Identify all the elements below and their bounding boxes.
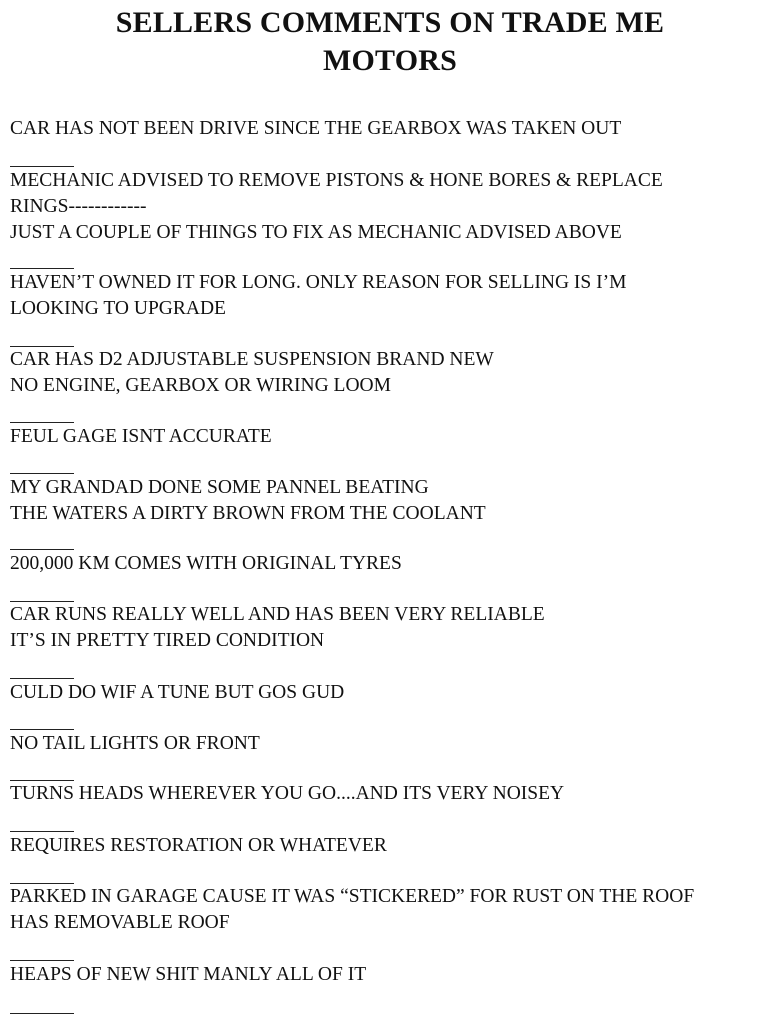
separator-rule — [10, 780, 74, 781]
comment-entry — [10, 781, 780, 807]
comment-entry — [10, 347, 780, 399]
page-title-line-1: SELLERS COMMENTS ON TRADE ME — [115, 6, 665, 39]
comment-line: CAR HAS NOT BEEN DRIVE SINCE THE GEARBOX WAS TAKEN OUT — [10, 118, 622, 139]
comment-line: 200,000 KM COMES WITH ORIGINAL TYRES — [10, 553, 402, 574]
comment-line: HEAPS OF NEW SHIT MANLY ALL OF IT — [10, 964, 367, 985]
comment-line: NO ENGINE, GEARBOX OR WIRING LOOM — [10, 375, 391, 396]
separator-rule — [10, 601, 74, 602]
comment-entry — [10, 731, 780, 757]
separator-rule — [10, 473, 74, 474]
comment-entry — [10, 475, 780, 527]
comment-line: FEUL GAGE ISNT ACCURATE — [10, 426, 272, 447]
page-title-line-2: MOTORS — [322, 44, 457, 77]
separator-rule — [10, 883, 74, 884]
separator-rule — [10, 549, 74, 550]
comment-line: THE WATERS A DIRTY BROWN FROM THE COOLANT — [10, 503, 486, 524]
comment-entry — [10, 424, 780, 450]
comment-entry — [10, 884, 780, 936]
comment-line: IT’S IN PRETTY TIRED CONDITION — [10, 630, 325, 651]
comment-line: RINGS------------ — [10, 196, 147, 217]
comment-entry — [10, 270, 780, 322]
separator-rule — [10, 678, 74, 679]
comment-entry — [10, 551, 780, 577]
comment-line: CAR HAS D2 ADJUSTABLE SUSPENSION BRAND NEW — [10, 349, 494, 370]
comment-entry — [10, 680, 780, 706]
comment-entry — [10, 168, 780, 246]
separator-rule — [10, 268, 74, 269]
comment-line: PARKED IN GARAGE CAUSE IT WAS “STICKERED” FOR RUST ON THE ROOF — [10, 886, 695, 907]
comment-line: MY GRANDAD DONE SOME PANNEL BEATING — [10, 477, 429, 498]
comment-entry — [10, 962, 780, 988]
separator-rule — [10, 960, 74, 961]
separator-rule — [10, 166, 74, 167]
comment-entry — [10, 116, 780, 142]
separator-rule — [10, 831, 74, 832]
comment-line: MECHANIC ADVISED TO REMOVE PISTONS & HONE BORES & REPLACE — [10, 170, 663, 191]
comment-line: REQUIRES RESTORATION OR WHATEVER — [10, 835, 387, 856]
page-title — [0, 4, 780, 80]
separator-rule — [10, 729, 74, 730]
comment-line: HAVEN’T OWNED IT FOR LONG. ONLY REASON FOR SELLING IS I’M — [10, 272, 627, 293]
comment-line: CAR RUNS REALLY WELL AND HAS BEEN VERY RELIABLE — [10, 604, 545, 625]
comment-line: JUST A COUPLE OF THINGS TO FIX AS MECHANIC ADVISED ABOVE — [10, 222, 622, 243]
separator-rule — [10, 346, 74, 347]
comment-line: LOOKING TO UPGRADE — [10, 298, 226, 319]
separator-rule — [10, 422, 74, 423]
comment-line: CULD DO WIF A TUNE BUT GOS GUD — [10, 682, 345, 703]
comment-entry — [10, 602, 780, 654]
comment-line: NO TAIL LIGHTS OR FRONT — [10, 733, 260, 754]
separator-rule — [10, 1013, 74, 1014]
comment-line: TURNS HEADS WHEREVER YOU GO....AND ITS VERY NOISEY — [10, 783, 565, 804]
comment-line: HAS REMOVABLE ROOF — [10, 912, 230, 933]
comment-entry — [10, 833, 780, 859]
